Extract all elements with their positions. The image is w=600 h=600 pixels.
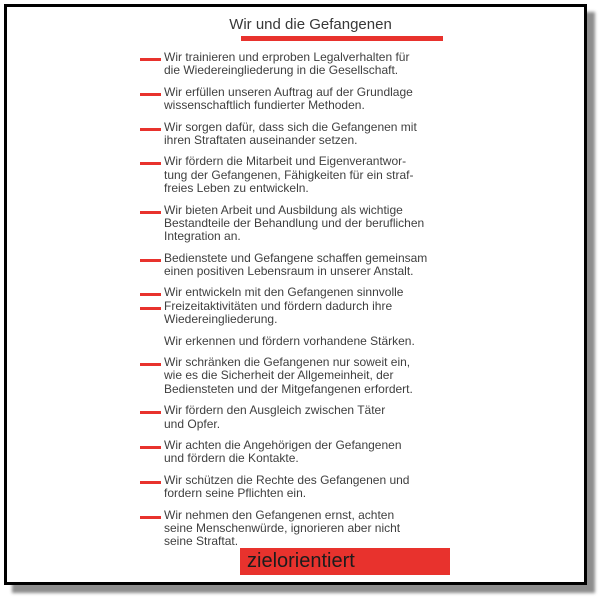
bullet-dash-icon bbox=[140, 516, 161, 519]
list-item bbox=[140, 286, 470, 326]
list-item bbox=[140, 252, 470, 279]
list-item-line: seine Menschenwürde, ignorieren aber nicht bbox=[164, 520, 401, 535]
list-item bbox=[140, 121, 470, 148]
list-item-line: Wir trainieren und erproben Legalverhalten für bbox=[164, 50, 410, 64]
bullet-dash-icon bbox=[140, 211, 161, 214]
bullet-dash-icon bbox=[140, 446, 161, 449]
footer-banner bbox=[240, 548, 450, 575]
list-item-line: Wir schränken die Gefangenen nur soweit ein, bbox=[164, 355, 411, 370]
bullet-dash-icon bbox=[140, 93, 161, 96]
bullet-dash-icon bbox=[140, 481, 161, 484]
mission-statement-list bbox=[140, 51, 470, 557]
list-item bbox=[140, 335, 470, 348]
footer-banner-label: zielorientiert bbox=[247, 550, 355, 572]
list-item-line: ihren Straftaten auseinander setzen. bbox=[164, 132, 358, 147]
bullet-dash-icon bbox=[140, 58, 161, 61]
list-item-line: fordern seine Pflichten ein. bbox=[164, 486, 307, 501]
list-item-line: Wir erfüllen unseren Auftrag auf der Grundlage bbox=[164, 84, 413, 99]
list-item bbox=[140, 439, 470, 466]
list-item-line: Wir bieten Arbeit und Ausbildung als wichtige bbox=[164, 202, 403, 217]
list-item bbox=[140, 509, 470, 549]
list-item-line: Wiedereingliederung. bbox=[164, 312, 278, 327]
list-item-line: Wir nehmen den Gefangenen ernst, achten bbox=[164, 507, 395, 522]
list-item-line: Wir erkennen und fördern vorhandene Stärken. bbox=[164, 333, 415, 348]
list-item-line: Wir entwickeln mit den Gefangenen sinnvolle bbox=[164, 285, 404, 300]
list-item-line: Bestandteile der Behandlung und der beruflichen bbox=[164, 215, 425, 230]
list-item-line: Wir fördern den Ausgleich zwischen Täter bbox=[164, 403, 386, 418]
list-item-line: Integration an. bbox=[164, 229, 241, 244]
list-item-line: seine Straftat. bbox=[164, 534, 239, 549]
list-item-line: Bediensteten und der Mitgefangenen erfordert. bbox=[164, 381, 413, 396]
list-item bbox=[140, 51, 470, 78]
list-item-line: die Wiedereingliederung in die Gesellschaft. bbox=[164, 63, 399, 78]
list-item bbox=[140, 356, 470, 396]
bullet-dash-icon bbox=[140, 307, 161, 310]
list-item-line: und fördern die Kontakte. bbox=[164, 451, 299, 466]
slide-frame bbox=[4, 4, 587, 585]
list-item bbox=[140, 474, 470, 501]
title-underline-bar bbox=[241, 36, 443, 41]
list-item-line: einen positiven Lebensraum in unserer Anstalt. bbox=[164, 264, 414, 279]
list-item-line: Freizeitaktivitäten und fördern dadurch ihre bbox=[164, 298, 393, 313]
bullet-dash-icon bbox=[140, 259, 161, 262]
list-item-line: und Opfer. bbox=[164, 416, 221, 431]
list-item-line: tung der Gefangenen, Fähigkeiten für ein straf- bbox=[164, 167, 414, 182]
bullet-dash-icon bbox=[140, 293, 161, 296]
list-item-line: freies Leben zu entwickeln. bbox=[164, 181, 309, 196]
list-item bbox=[140, 404, 470, 431]
list-item bbox=[140, 86, 470, 113]
bullet-dash-icon bbox=[140, 363, 161, 366]
list-item-line: wissenschaftlich fundierter Methoden. bbox=[164, 98, 365, 113]
list-item-line: Wir fördern die Mitarbeit und Eigenverantwor- bbox=[164, 154, 407, 169]
bullet-dash-icon bbox=[140, 411, 161, 414]
slide-title: Wir und die Gefangenen bbox=[229, 16, 392, 33]
list-item-line: Wir sorgen dafür, dass sich die Gefangenen mit bbox=[164, 119, 417, 134]
list-item bbox=[140, 204, 470, 244]
list-item-line: Wir schützen die Rechte des Gefangenen und bbox=[164, 472, 410, 487]
bullet-dash-icon bbox=[140, 128, 161, 131]
list-item-line: Wir achten die Angehörigen der Gefangenen bbox=[164, 437, 402, 452]
list-item bbox=[140, 155, 470, 195]
bullet-dash-icon bbox=[140, 162, 161, 165]
list-item-line: wie es die Sicherheit der Allgemeinheit, der bbox=[164, 368, 394, 383]
list-item-line: Bedienstete und Gefangene schaffen gemeinsam bbox=[164, 250, 428, 265]
